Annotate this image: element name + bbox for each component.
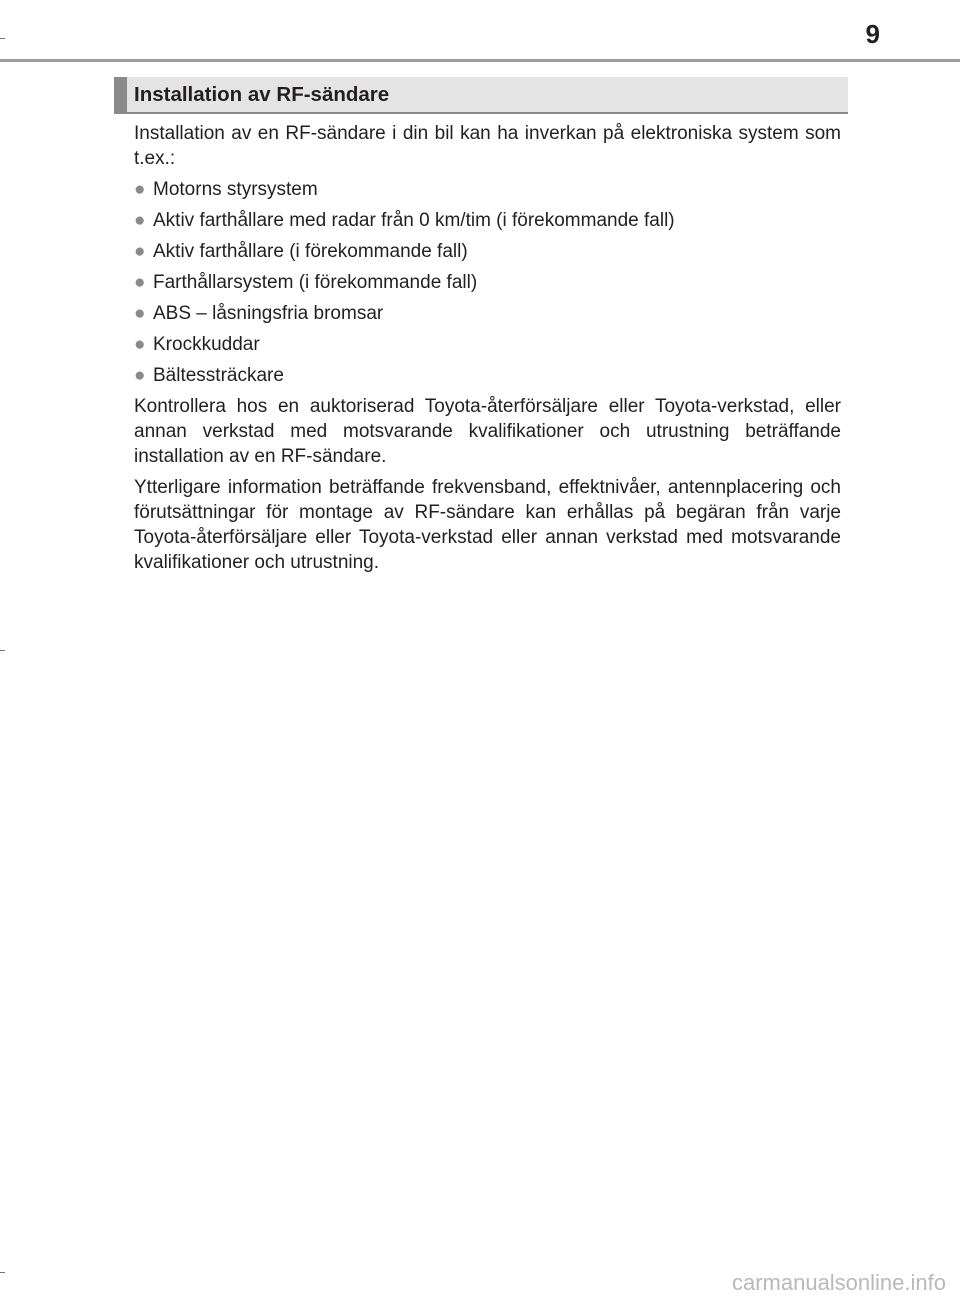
footer-watermark: carmanualsonline.info [731,1270,946,1295]
header-rule [0,59,960,62]
bullet-icon: ● [134,303,146,324]
crop-mark [0,1272,5,1273]
heading-accent-bar [114,77,127,112]
system-list [134,177,841,388]
list-item: ● Bältessträckare [134,365,284,386]
crop-mark [0,38,5,39]
list-item: ● ABS – låsningsfria bromsar [134,303,384,324]
bullet-icon: ● [134,210,146,231]
bullet-icon: ● [134,272,146,293]
list-item: ● Farthållarsystem (i förekommande fall) [134,272,478,293]
info-paragraph: Ytterligare information beträffande frekvensband, effektnivåer, antennplacering och förutsättningar för montage av RF-sändare kan erhållas på begäran från varje Toyota-återförsäljare eller Toyota-verkstad eller annan verkstad med motsvarande kvalifikationer och utrustning. [134,477,841,573]
bullet-icon: ● [134,334,146,355]
list-item: ● Krockkuddar [134,334,260,355]
section-title: Installation av RF-sändare [134,83,390,106]
intro-paragraph: Installation av en RF-sändare i din bil kan ha inverkan på elektroniska system som t.ex.: [134,123,841,169]
bullet-icon: ● [134,365,146,386]
list-item: ● Aktiv farthållare med radar från 0 km/tim (i förekommande fall) [134,210,675,231]
page-number: 9 [865,19,880,49]
crop-mark [0,650,5,651]
list-item: ● Motorns styrsystem [134,179,318,200]
bullet-icon: ● [134,179,146,200]
section-body [134,121,841,581]
section-heading [114,77,848,114]
dealer-paragraph: Kontrollera hos en auktoriserad Toyota-återförsäljare eller Toyota-verkstad, eller annan verkstad med motsvarande kvalifikationer och utrustning beträffande installation av en RF-sändare. [134,396,841,467]
list-item: ● Aktiv farthållare (i förekommande fall) [134,241,468,262]
bullet-icon: ● [134,241,146,262]
